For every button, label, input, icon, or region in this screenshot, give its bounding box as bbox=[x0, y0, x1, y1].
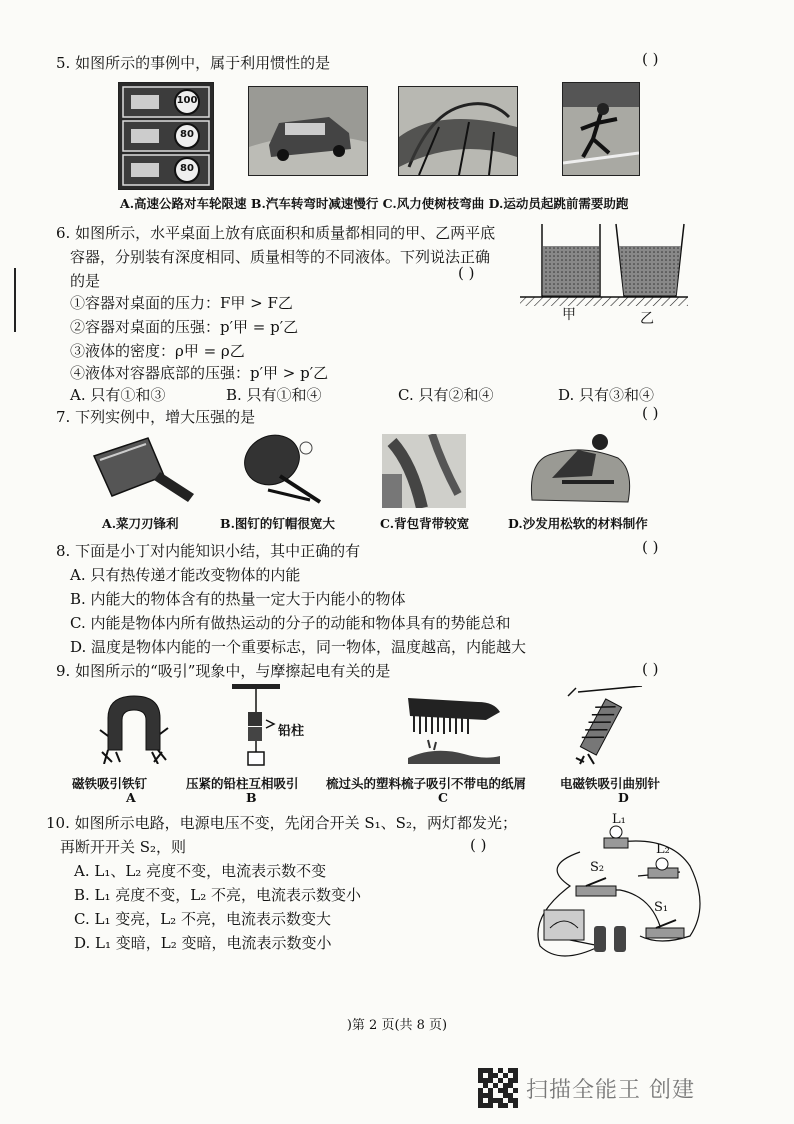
q9-letter-b: B bbox=[246, 790, 257, 805]
q7-answer-paren: ( ) bbox=[642, 404, 659, 422]
q6-statement-2: ②容器对桌面的压强：p′甲 = p′乙 bbox=[70, 318, 299, 336]
q9-lead-label: 铅柱 bbox=[278, 724, 305, 739]
q5-speed-sign-image bbox=[118, 82, 214, 190]
q9-lead-cylinders-image bbox=[228, 684, 284, 768]
q9-letter-d: D bbox=[618, 790, 629, 805]
q9-stem: 9. 如图所示的“吸引”现象中，与摩擦起电有关的是 bbox=[56, 662, 391, 680]
q7-caption-a: A.菜刀刃锋利 bbox=[102, 516, 179, 531]
q9-answer-paren: ( ) bbox=[642, 660, 659, 678]
watermark-text: 扫描全能王 创建 bbox=[526, 1077, 695, 1103]
q6-label-jia: 甲 bbox=[562, 307, 576, 323]
q6-stem-line3: 的是 bbox=[70, 272, 101, 290]
q10-option-d: D. L₁ 变暗，L₂ 变暗，电流表示数变小 bbox=[74, 934, 332, 952]
q8-option-d: D. 温度是物体内能的一个重要标志，同一物体，温度越高，内能越大 bbox=[70, 638, 527, 656]
q5-answer-paren: ( ) bbox=[642, 50, 659, 68]
q10-label-l1: L₁ bbox=[612, 812, 626, 827]
q5-stem: 5. 如图所示的事例中，属于利用惯性的是 bbox=[56, 54, 331, 72]
q10-label-s1: S₁ bbox=[654, 900, 669, 915]
speed-limit-3: 80 bbox=[180, 163, 194, 174]
speed-limit-2: 80 bbox=[180, 129, 194, 140]
q5-long-jump-image bbox=[562, 82, 640, 176]
q8-answer-paren: ( ) bbox=[642, 538, 659, 556]
q6-option-c: C. 只有②和④ bbox=[398, 386, 494, 404]
q8-option-a: A. 只有热传递才能改变物体的内能 bbox=[70, 566, 301, 584]
q7-thumbtack-image bbox=[240, 430, 326, 510]
q8-option-c: C. 内能是物体内所有做热运动的分子的动能和物体具有的势能总和 bbox=[70, 614, 511, 632]
q9-electromagnet-image bbox=[562, 686, 646, 766]
speed-limit-1: 100 bbox=[176, 95, 198, 106]
q7-caption-b: B.图钉的钉帽很宽大 bbox=[220, 516, 335, 531]
q10-stem-line2: 再断开开关 S₂，则 bbox=[60, 838, 187, 856]
q6-statement-4: ④液体对容器底部的压强：p′甲 > p′乙 bbox=[70, 364, 329, 382]
q10-label-l2: L₂ bbox=[656, 842, 670, 857]
q6-statement-3: ③液体的密度：ρ甲 = ρ乙 bbox=[70, 342, 245, 360]
q7-caption-d: D.沙发用松软的材料制作 bbox=[508, 516, 648, 531]
q6-answer-paren: ( ) bbox=[458, 264, 475, 282]
q10-option-b: B. L₁ 亮度不变，L₂ 不亮，电流表示数变小 bbox=[74, 886, 362, 904]
q10-option-a: A. L₁、L₂ 亮度不变，电流表示数不变 bbox=[74, 862, 327, 880]
q7-caption-c: C.背包背带较宽 bbox=[380, 516, 470, 531]
q10-stem-line1: 10. 如图所示电路，电源电压不变，先闭合开关 S₁、S₂，两灯都发光； bbox=[46, 814, 517, 832]
q10-circuit-diagram bbox=[520, 816, 710, 966]
q9-letter-a: A bbox=[126, 790, 136, 805]
q6-stem-line2: 容器，分别装有深度相同、质量相等的不同液体。下列说法正确 bbox=[70, 248, 491, 266]
q7-sofa-image bbox=[522, 430, 634, 508]
scan-margin-mark bbox=[14, 268, 16, 332]
q10-label-s2: S₂ bbox=[590, 860, 605, 875]
q7-backpack-image bbox=[382, 434, 466, 508]
page-footer: )第 2 页(共 8 页) bbox=[346, 1018, 448, 1033]
q5-tree-wind-image bbox=[398, 86, 518, 176]
q6-option-b: B. 只有①和④ bbox=[226, 386, 322, 404]
q6-statement-1: ①容器对桌面的压力：F甲 > F乙 bbox=[70, 294, 293, 312]
q9-letter-c: C bbox=[438, 790, 448, 805]
q7-stem: 7. 下列实例中，增大压强的是 bbox=[56, 408, 256, 426]
q9-comb-paper-image bbox=[404, 694, 504, 764]
q9-caption-b: 压紧的铅柱互相吸引 bbox=[186, 776, 299, 791]
q5-captions: A.高速公路对车轮限速 B.汽车转弯时减速慢行 C.风力使树枝弯曲 D.运动员起跳前需要助跑 bbox=[120, 196, 629, 211]
scanner-watermark bbox=[478, 1068, 695, 1108]
q7-cleaver-image bbox=[90, 432, 200, 506]
q10-option-c: C. L₁ 变亮，L₂ 不亮，电流表示数变大 bbox=[74, 910, 331, 928]
q8-stem: 8. 下面是小丁对内能知识小结，其中正确的有 bbox=[56, 542, 361, 560]
q6-option-d: D. 只有③和④ bbox=[558, 386, 655, 404]
q9-caption-c: 梳过头的塑料梳子吸引不带电的纸屑 bbox=[326, 776, 527, 791]
q6-label-yi: 乙 bbox=[640, 311, 654, 327]
q10-answer-paren: ( ) bbox=[470, 836, 487, 854]
q6-stem-line1: 6. 如图所示，水平桌面上放有底面积和质量都相同的甲、乙两平底 bbox=[56, 224, 496, 242]
q9-caption-d: 电磁铁吸引曲别针 bbox=[560, 776, 661, 791]
q6-option-a: A. 只有①和③ bbox=[70, 386, 166, 404]
q9-magnet-nails-image bbox=[98, 690, 170, 764]
q8-option-b: B. 内能大的物体含有的热量一定大于内能小的物体 bbox=[70, 590, 406, 608]
qr-code-icon bbox=[478, 1068, 518, 1108]
q5-car-turning-image bbox=[248, 86, 368, 176]
q9-caption-a: 磁铁吸引铁钉 bbox=[72, 776, 148, 791]
q6-containers-diagram bbox=[520, 218, 688, 308]
